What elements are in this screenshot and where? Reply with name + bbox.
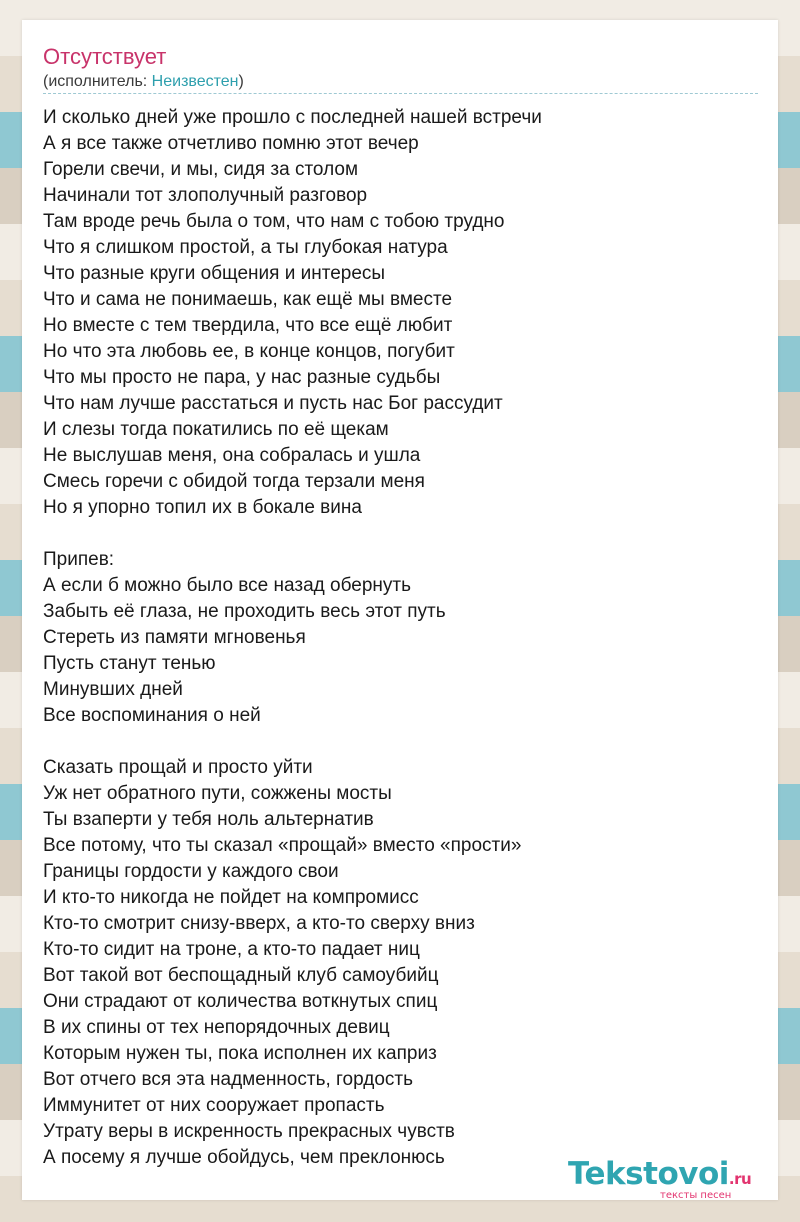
lyric-line: Начинали тот злополучный разговор bbox=[43, 185, 368, 206]
lyric-line: Иммунитет от них сооружает пропасть bbox=[43, 1095, 385, 1116]
logo-name: Tekstovoi bbox=[568, 1156, 729, 1192]
lyric-line: Что я слишком простой, а ты глубокая натура bbox=[43, 237, 448, 258]
lyric-line: Кто-то сидит на троне, а кто-то падает ниц bbox=[43, 939, 420, 960]
stanza-break bbox=[43, 521, 758, 547]
logo-tld: .ru bbox=[728, 1170, 752, 1188]
lyric-line: Ты взаперти у тебя ноль альтернатив bbox=[43, 809, 374, 830]
artist-link[interactable]: Неизвестен bbox=[151, 73, 239, 90]
artist-suffix: ) bbox=[238, 73, 244, 90]
lyric-line: Но вместе с тем твердила, что все ещё любит bbox=[43, 315, 453, 336]
lyric-line: Сказать прощай и просто уйти bbox=[43, 757, 313, 778]
lyric-line: Не выслушав меня, она собралась и ушла bbox=[43, 445, 421, 466]
logo-wordmark bbox=[568, 1156, 778, 1192]
lyric-line: Что мы просто не пара, у нас разные судьбы bbox=[43, 367, 441, 388]
lyric-line: Что и сама не понимаешь, как ещё мы вместе bbox=[43, 289, 453, 310]
lyric-line: Стереть из памяти мгновенья bbox=[43, 627, 306, 648]
lyric-line: Все потому, что ты сказал «прощай» вместо «прости» bbox=[43, 835, 522, 856]
lyric-line: Кто-то смотрит снизу-вверх, а кто-то сверху вниз bbox=[43, 913, 475, 934]
lyric-line: Что нам лучше расстаться и пусть нас Бог рассудит bbox=[43, 393, 503, 414]
lyric-line: Границы гордости у каждого свои bbox=[43, 861, 339, 882]
lyric-line: А если б можно было все назад обернуть bbox=[43, 575, 411, 596]
lyric-line: И сколько дней уже прошло с последней нашей встречи bbox=[43, 107, 542, 128]
lyric-line: В их спины от тех непорядочных девиц bbox=[43, 1017, 390, 1038]
lyric-line: Утрату веры в искренность прекрасных чувств bbox=[43, 1121, 455, 1142]
logo-tagline: тексты песен bbox=[660, 1190, 732, 1201]
lyric-line: Которым нужен ты, пока исполнен их каприз bbox=[43, 1043, 437, 1064]
lyric-line: Что разные круги общения и интересы bbox=[43, 263, 386, 284]
lyric-line: Уж нет обратного пути, сожжены мосты bbox=[43, 783, 392, 804]
title-divider bbox=[43, 93, 758, 94]
lyric-line: Все воспоминания о ней bbox=[43, 705, 261, 726]
lyric-line: Но я упорно топил их в бокале вина bbox=[43, 497, 362, 518]
song-title: Отсутствует bbox=[43, 44, 167, 69]
lyric-line: Забыть её глаза, не проходить весь этот путь bbox=[43, 601, 446, 622]
artist-line bbox=[43, 73, 244, 91]
lyric-line: Вот такой вот беспощадный клуб самоубийц bbox=[43, 965, 439, 986]
lyric-line: И слезы тогда покатились по её щекам bbox=[43, 419, 389, 440]
lyric-line: Но что эта любовь ее, в конце концов, погубит bbox=[43, 341, 455, 362]
lyric-line: Горели свечи, и мы, сидя за столом bbox=[43, 159, 359, 180]
artist-prefix: (исполнитель: bbox=[43, 73, 152, 90]
lyric-line: Смесь горечи с обидой тогда терзали меня bbox=[43, 471, 425, 492]
lyric-line: Припев: bbox=[43, 549, 115, 570]
stanza-break bbox=[43, 729, 758, 755]
lyric-line: Там вроде речь была о том, что нам с тобою трудно bbox=[43, 211, 505, 232]
site-logo[interactable] bbox=[568, 1156, 778, 1200]
lyric-line: И кто-то никогда не пойдет на компромисс bbox=[43, 887, 419, 908]
lyric-line: А посему я лучше обойдусь, чем преклонюсь bbox=[43, 1147, 445, 1168]
lyric-line: Вот отчего вся эта надменность, гордость bbox=[43, 1069, 413, 1090]
lyric-line: Минувших дней bbox=[43, 679, 183, 700]
lyric-line: А я все также отчетливо помню этот вечер bbox=[43, 133, 419, 154]
lyric-line: Они страдают от количества воткнутых спиц bbox=[43, 991, 438, 1012]
lyrics-card bbox=[22, 20, 778, 1200]
lyric-line: Пусть станут тенью bbox=[43, 653, 216, 674]
lyrics-body bbox=[43, 105, 758, 1171]
